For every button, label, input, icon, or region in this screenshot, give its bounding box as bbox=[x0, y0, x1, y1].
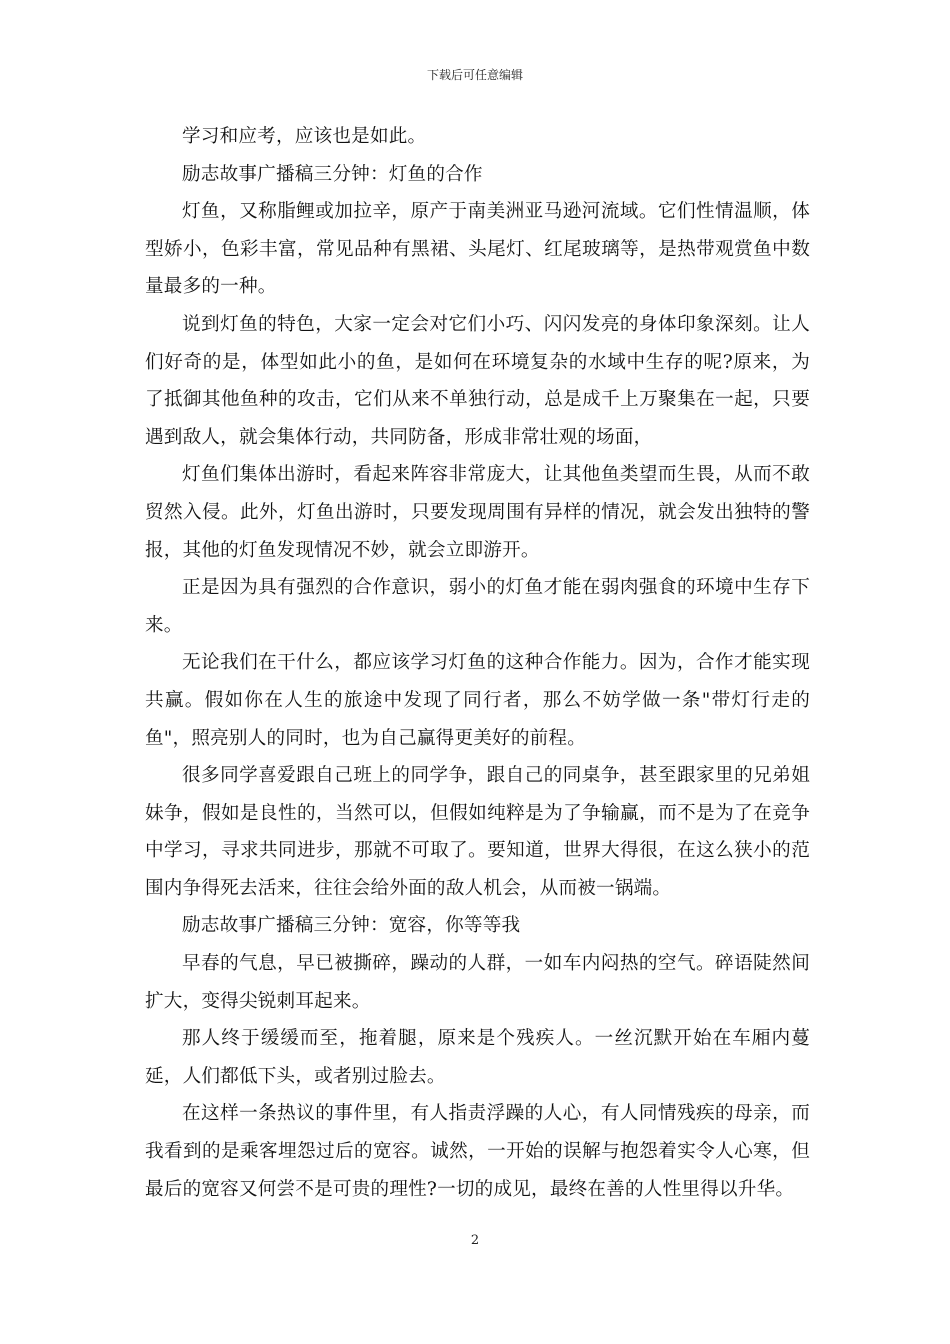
paragraph: 无论我们在干什么，都应该学习灯鱼的这种合作能力。因为，合作才能实现共赢。假如你在人生的旅途中发现了同行者，那么不妨学做一条"带灯行走的鱼"，照亮别人的同时，也为自己赢得更美好的前程。 bbox=[145, 652, 810, 749]
paragraph: 灯鱼，又称脂鲤或加拉辛，原产于南美洲亚马逊河流域。它们性情温顺，体型娇小，色彩丰富，常见品种有黑裙、头尾灯、红尾玻璃等，是热带观赏鱼中数量最多的一种。 bbox=[145, 201, 810, 298]
paragraph: 那人终于缓缓而至，拖着腿，原来是个残疾人。一丝沉默开始在车厢内蔓延，人们都低下头，或者别过脸去。 bbox=[145, 1028, 810, 1087]
page-number: 2 bbox=[470, 1233, 480, 1248]
paragraph: 早春的气息，早已被撕碎，躁动的人群，一如车内闷热的空气。碎语陡然间扩大，变得尖锐刺耳起来。 bbox=[145, 953, 810, 1012]
paragraph: 说到灯鱼的特色，大家一定会对它们小巧、闪闪发亮的身体印象深刻。让人们好奇的是，体型如此小的鱼，是如何在环境复杂的水域中生存的呢?原来，为了抵御其他鱼种的攻击，它们从来不单独行动，总是成千上万聚集在一起，只要遇到敌人，就会集体行动，共同防备，形成非常壮观的场面， bbox=[145, 313, 810, 448]
paragraph: 灯鱼们集体出游时，看起来阵容非常庞大，让其他鱼类望而生畏，从而不敢贸然入侵。此外，灯鱼出游时，只要发现周围有异样的情况，就会发出独特的警报，其他的灯鱼发现情况不妙，就会立即游开。 bbox=[145, 464, 810, 561]
paragraph: 在这样一条热议的事件里，有人指责浮躁的人心，有人同情残疾的母亲，而我看到的是乘客埋怨过后的宽容。诚然，一开始的误解与抱怨着实令人心寒，但最后的宽容又何尝不是可贵的理性?一切的成见，最终在善的人性里得以升华。 bbox=[145, 1103, 810, 1200]
paragraph: 正是因为具有强烈的合作意识，弱小的灯鱼才能在弱肉强食的环境中生存下来。 bbox=[145, 577, 810, 636]
page-header: 下载后可任意编辑 bbox=[426, 68, 523, 82]
paragraph: 很多同学喜爱跟自己班上的同学争，跟自己的同桌争，甚至跟家里的兄弟姐妹争，假如是良性的，当然可以，但假如纯粹是为了争输赢，而不是为了在竞争中学习，寻求共同进步，那就不可取了。要知道，世界大得很，在这么狭小的范围内争得死去活来，往往会给外面的敌人机会，从而被一锅端。 bbox=[145, 765, 810, 899]
document-body bbox=[145, 118, 810, 1208]
section-heading: 励志故事广播稿三分钟：灯鱼的合作 bbox=[182, 163, 483, 185]
section-heading: 励志故事广播稿三分钟：宽容，你等等我 bbox=[182, 915, 521, 937]
paragraph: 学习和应考，应该也是如此。 bbox=[182, 126, 427, 147]
